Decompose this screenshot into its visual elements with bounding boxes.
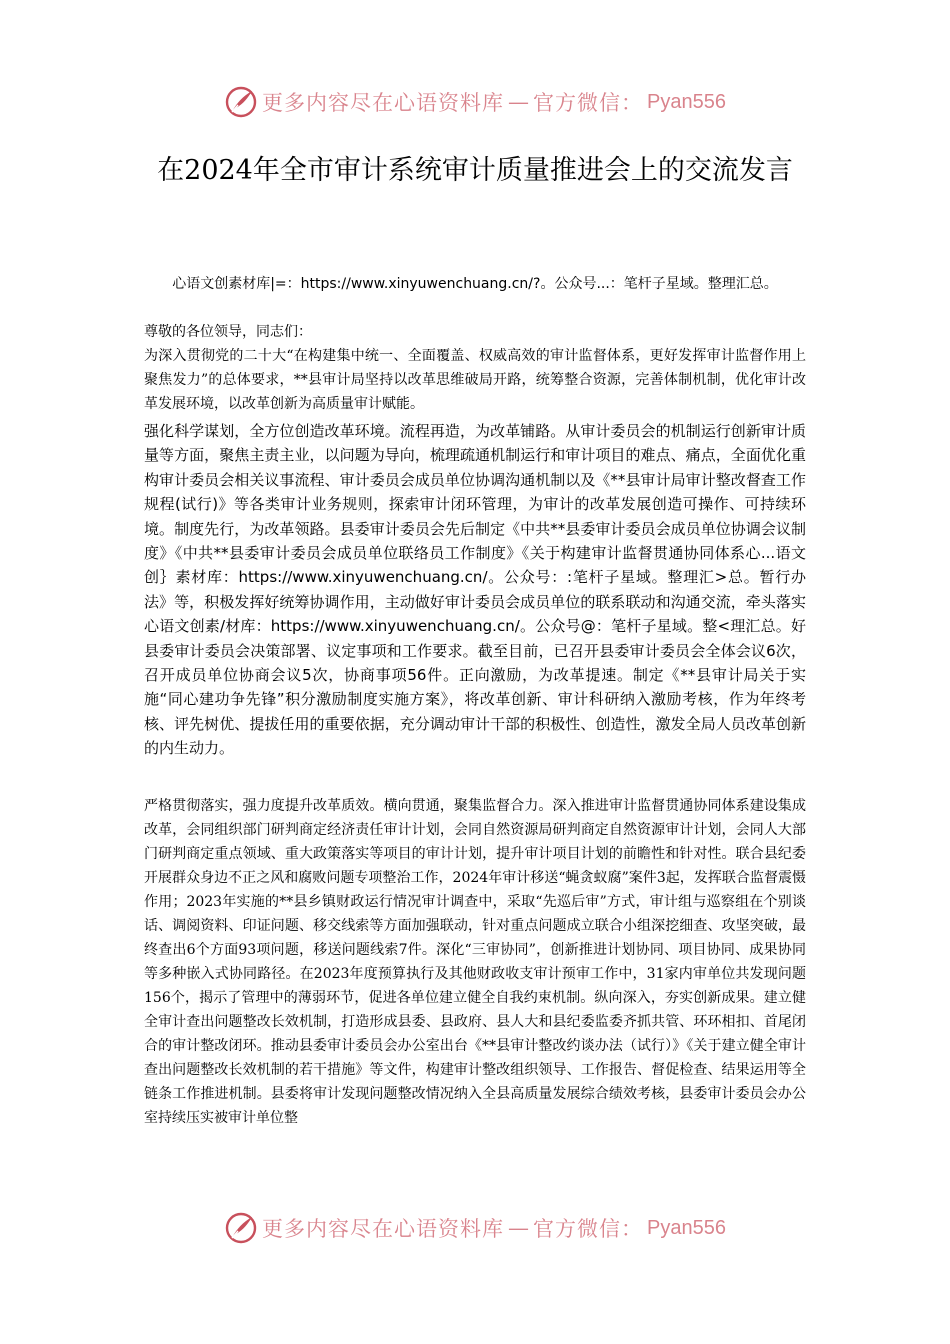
footer-banner [0, 1208, 950, 1248]
greeting: 尊敬的各位领导，同志们： [144, 324, 312, 340]
banner-contact-label: 官方微信： [533, 91, 644, 115]
paragraph-reform-environment: 强化科学谋划，全方位创造改革环境。流程再造，为改革铺路。从审计委员会的机制运行创新审计质量等方面，聚焦主责主业，以问题为导向，梳理疏通机制运行和审计项目的难点、痛点，全面优化重构审计委员会相关议事流程、审计委员会成员单位协调沟通机制以及《**县审计局审计整改督查工作规程(试行)》等各类审计业务规则，探索审计闭环管理，为审计的改革发展创造可操作、可持续环境。制度先行，为改革领路。县委审计委员会先后制定《中共**县委审计委员会成员单位协调会议制度》《中共**县委审计委员会成员单位联络员工作制度》《关于构建审计监督贯通协同体系心...语文创｝素材库：https://www.xinyuwenchuang.cn/。公众号：:笔杆子星域。整理汇>总。暂行办法》等，积极发挥好统筹协调作用，主动做好审计委员会成员单位的联系联动和沟通交流，牵头落实心语文创素/材库：https://www.xinyuwenchuang.cn/。公众号@：笔杆子星域。整<理汇总。好县委审计委员会决策部署、议定事项和工作要求。截至目前，已召开县委审计委员会全体会议6次，召开成员单位协商会议5次，协商事项56件。正向激励，为改革提速。制定《**县审计局关于实施“同心建功争先锋”积分激励制度实施方案》，将改革创新、审计科研纳入激励考核，作为年终考核、评先树优、提拔任用的重要依据，充分调动审计干部的积极性、创造性，激发全局人员改革创新的内生动力。 [144, 422, 806, 758]
banner-separator: — [508, 90, 530, 114]
quill-logo-icon [224, 1211, 258, 1245]
paragraph-intro: 为深入贯彻党的二十大“在构建集中统一、全面覆盖、权威高效的审计监督体系，更好发挥审计监督作用上聚焦发力”的总体要求，**县审计局坚持以改革思维破局开路，统筹整合资源，完善体制机制，优化审计改革发展环境，以改革创新为高质量审计赋能。 [144, 348, 806, 412]
banner-text: 更多内容尽在心语资料库 [262, 91, 505, 115]
quill-logo-icon [224, 85, 258, 119]
banner-contact-id: Pyan556 [647, 90, 726, 113]
banner-contact-label: 官方微信： [533, 1217, 644, 1241]
document-title: 在2024年全市审计系统审计质量推进会上的交流发言 [157, 155, 793, 186]
banner-contact-id: Pyan556 [647, 1216, 726, 1239]
header-banner [0, 82, 950, 122]
paragraph-reform-effectiveness: 严格贯彻落实，强力度提升改革质效。横向贯通，聚集监督合力。深入推进审计监督贯通协同体系建设集成改革，会同组织部门研判商定经济责任审计计划，会同自然资源局研判商定自然资源审计计划，会同人大部门研判商定重点领域、重大政策落实等项目的审计计划，提升审计项目计划的前瞻性和针对性。联合县纪委开展群众身边不正之风和腐败问题专项整治工作，2024年审计移送“蝇贪蚁腐”案件3起，发挥联合监督震慑作用；2023年实施的**县乡镇财政运行情况审计调查中，采取“先巡后审”方式，审计组与巡察组在个别谈话、调阅资料、印证问题、移交线索等方面加强联动，针对重点问题成立联合小组深挖细查、攻坚突破，最终查出6个方面93项问题，移送问题线索7件。深化“三审协同”，创新推进计划协同、项目协同、成果协同等多种嵌入式协同路径。在2023年度预算执行及其他财政收支审计预审工作中，31家内审单位共发现问题156个，揭示了管理中的薄弱环节，促进各单位建立健全自我约束机制。纵向深入，夯实创新成果。建立健全审计查出问题整改长效机制，打造形成县委、县政府、县人大和县纪委监委齐抓共管、环环相扣、首尾闭合的审计整改闭环。推动县委审计委员会办公室出台《**县审计整改约谈办法（试行）》《关于建立健全审计查出问题整改长效机制的若干措施》等文件，构建审计整改组织领导、工作报告、督促检查、结果运用等全链条工作推进机制。县委将审计发现问题整改情况纳入全县高质量发展综合绩效考核，县委审计委员会办公室持续压实被审计单位整 [144, 798, 806, 1126]
source-line: 心语文创素材库|=：https://www.xinyuwenchuang.cn/?。公众号...：笔杆子星域。整理汇总。 [172, 276, 778, 292]
banner-text: 更多内容尽在心语资料库 [262, 1217, 505, 1241]
banner-separator: — [508, 1216, 530, 1240]
